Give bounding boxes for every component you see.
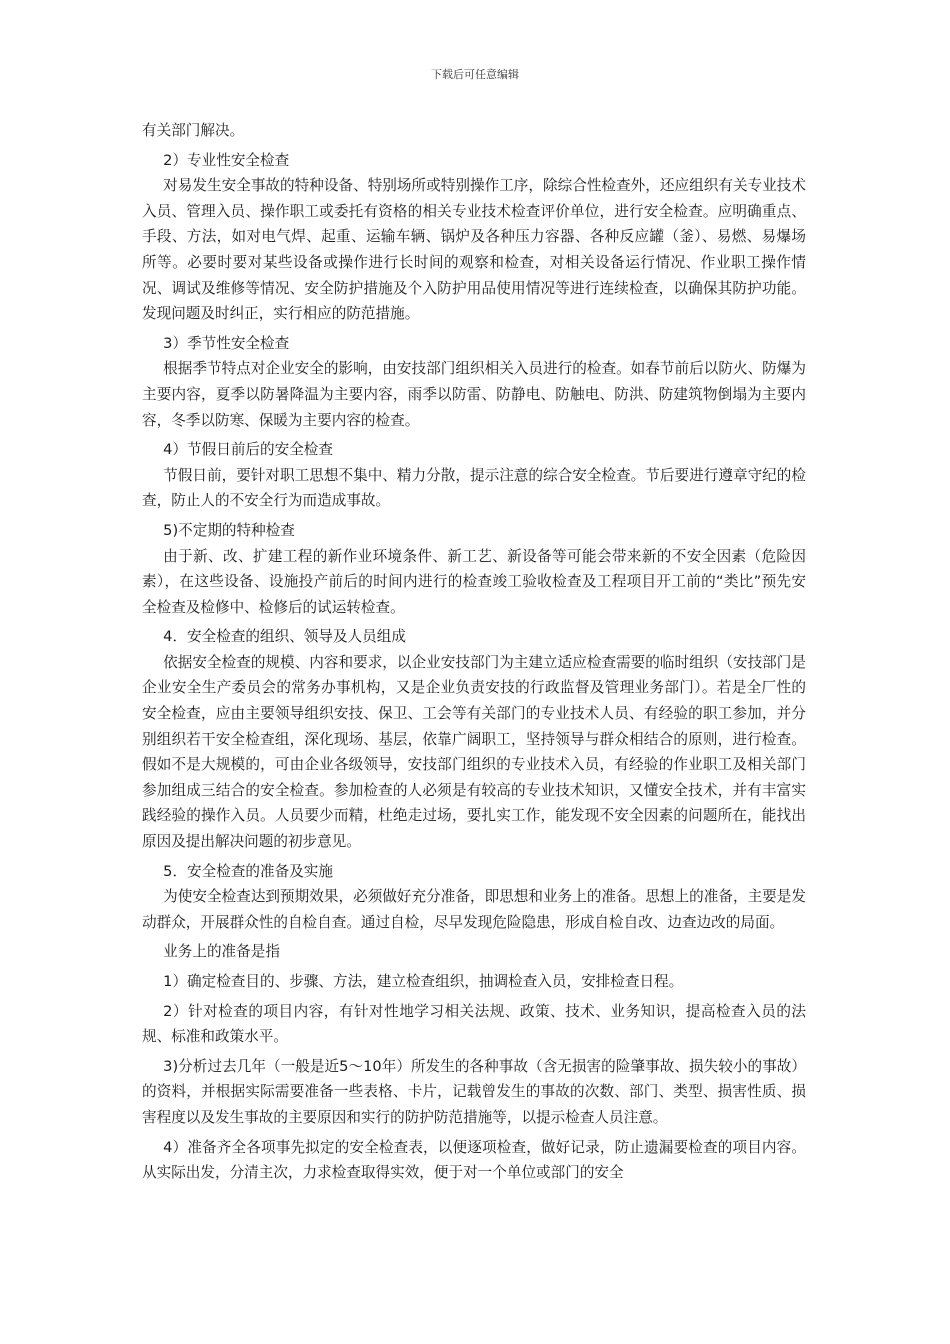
list-item-4: 4）准备齐全各项事先拟定的安全检查表，以便逐项检查，做好记录，防止遗漏要检查的项目内容。从实际出发，分清主次，力求检查取得实效，便于对一个单位或部门的安全 <box>142 1138 806 1182</box>
paragraph-business-prep-intro: 业务上的准备是指 <box>163 943 280 961</box>
subheading-professional-check: 2）专业性安全检查 <box>163 151 290 169</box>
list-item-1: 1）确定检查目的、步骤、方法，建立检查组织，抽调检查入员，安排检查日程。 <box>163 973 684 990</box>
paragraph-holiday-check: 节假日前，要针对职工思想不集中、精力分散，提示注意的综合安全检查。节后要进行遵章守纪的检查，防止人的不安全行为而造成事故。 <box>142 466 806 510</box>
section-heading-organization: 4．安全检查的组织、领导及人员组成 <box>163 628 406 646</box>
subheading-holiday-check: 4）节假日前后的安全检查 <box>163 441 333 459</box>
paragraph-seasonal-check: 根据季节特点对企业安全的影响，由安技部门组织相关入员进行的检查。如春节前后以防火、防爆为主要内容，夏季以防暑降温为主要内容，雨季以防雷、防静电、防触电、防洪、防建筑物倒塌为主要内容，冬季以防寒、保暖为主要内容的检查。 <box>142 360 806 429</box>
paragraph-professional-check: 对易发生安全事故的特种设备、特别场所或特别操作工序，除综合性检查外，还应组织有关专业技术入员、管理入员、操作职工或委托有资格的相关专业技术检查评价单位，进行安全检查。应明确重点、手段、方法，如对电气焊、起重、运输车辆、锅炉及各种压力容器、各种反应罐（釜）、易燃、易爆场所等。必要时要对某些设备或操作进行长时间的观察和检查，对相关设备运行情况、作业职工操作情况、调试及维修等情况、安全防护措施及个入防护用品使用情况等进行连续检查，以确保其防护功能。发现问题及时纠正，实行相应的防范措施。 <box>142 177 806 323</box>
paragraph-continuation: 有关部门解决。 <box>142 122 245 139</box>
list-item-3: 3)分析过去几年（一般是近5～10年）所发生的各种事故（含无损害的险肇事故、损失较小的事故）的资料，并根据实际需要准备一些表格、卡片，记载曾发生的事故的次数、部门、类型、损害性质、损害程度以及发生事故的主要原因和实行的防护防范措施等，以提示检查人员注意。 <box>142 1057 806 1126</box>
subheading-irregular-check: 5)不定期的特种检查 <box>163 521 295 539</box>
section-heading-preparation: 5．安全检查的准备及实施 <box>163 862 333 880</box>
subheading-seasonal-check: 3）季节性安全检查 <box>163 334 290 352</box>
document-body <box>142 118 806 1186</box>
paragraph-irregular-check: 由于新、改、扩建工程的新作业环境条件、新工艺、新设备等可能会带来新的不安全因素（危险因素），在这些设备、设施投产前后的时间内进行的检查竣工验收检查及工程项目开工前的“类比”预先安全检查及检修中、检修后的试运转检查。 <box>142 547 806 616</box>
paragraph-preparation: 为使安全检查达到预期效果，必须做好充分准备，即思想和业务上的准备。思想上的准备，主要是发动群众，开展群众性的自检自查。通过自检，尽早发现危险隐患，形成自检自改、边查边改的局面。 <box>142 888 806 931</box>
page-header: 下载后可任意编辑 <box>431 68 519 81</box>
paragraph-organization: 依据安全检查的规模、内容和要求，以企业安技部门为主建立适应检查需要的临时组织（安技部门是企业安全生产委员会的常务办事机构，又是企业负责安技的行政监督及管理业务部门）。若是全厂性的安全检查，应由主要领导组织安技、保卫、工会等有关部门的专业技术人员、有经验的职工参加，并分别组织若干安全检查组，深化现场、基层，依靠广阔职工，坚持领导与群众相结合的原则，进行检查。假如不是大规模的，可由企业各级领导，安技部门组织的专业技术入员，有经验的作业职工及相关部门参加组成三结合的安全检查。参加检查的人必须是有较高的专业技术知识，又懂安全技术，并有丰富实践经验的操作入员。人员要少而精，杜绝走过场，要扎实工作，能发现不安全因素的问题所在，能找出原因及提出解决问题的初步意见。 <box>142 653 806 851</box>
list-item-2: 2）针对检查的项目内容，有针对性地学习相关法规、政策、技术、业务知识，提高检查入员的法规、标准和政策水平。 <box>142 1002 806 1046</box>
